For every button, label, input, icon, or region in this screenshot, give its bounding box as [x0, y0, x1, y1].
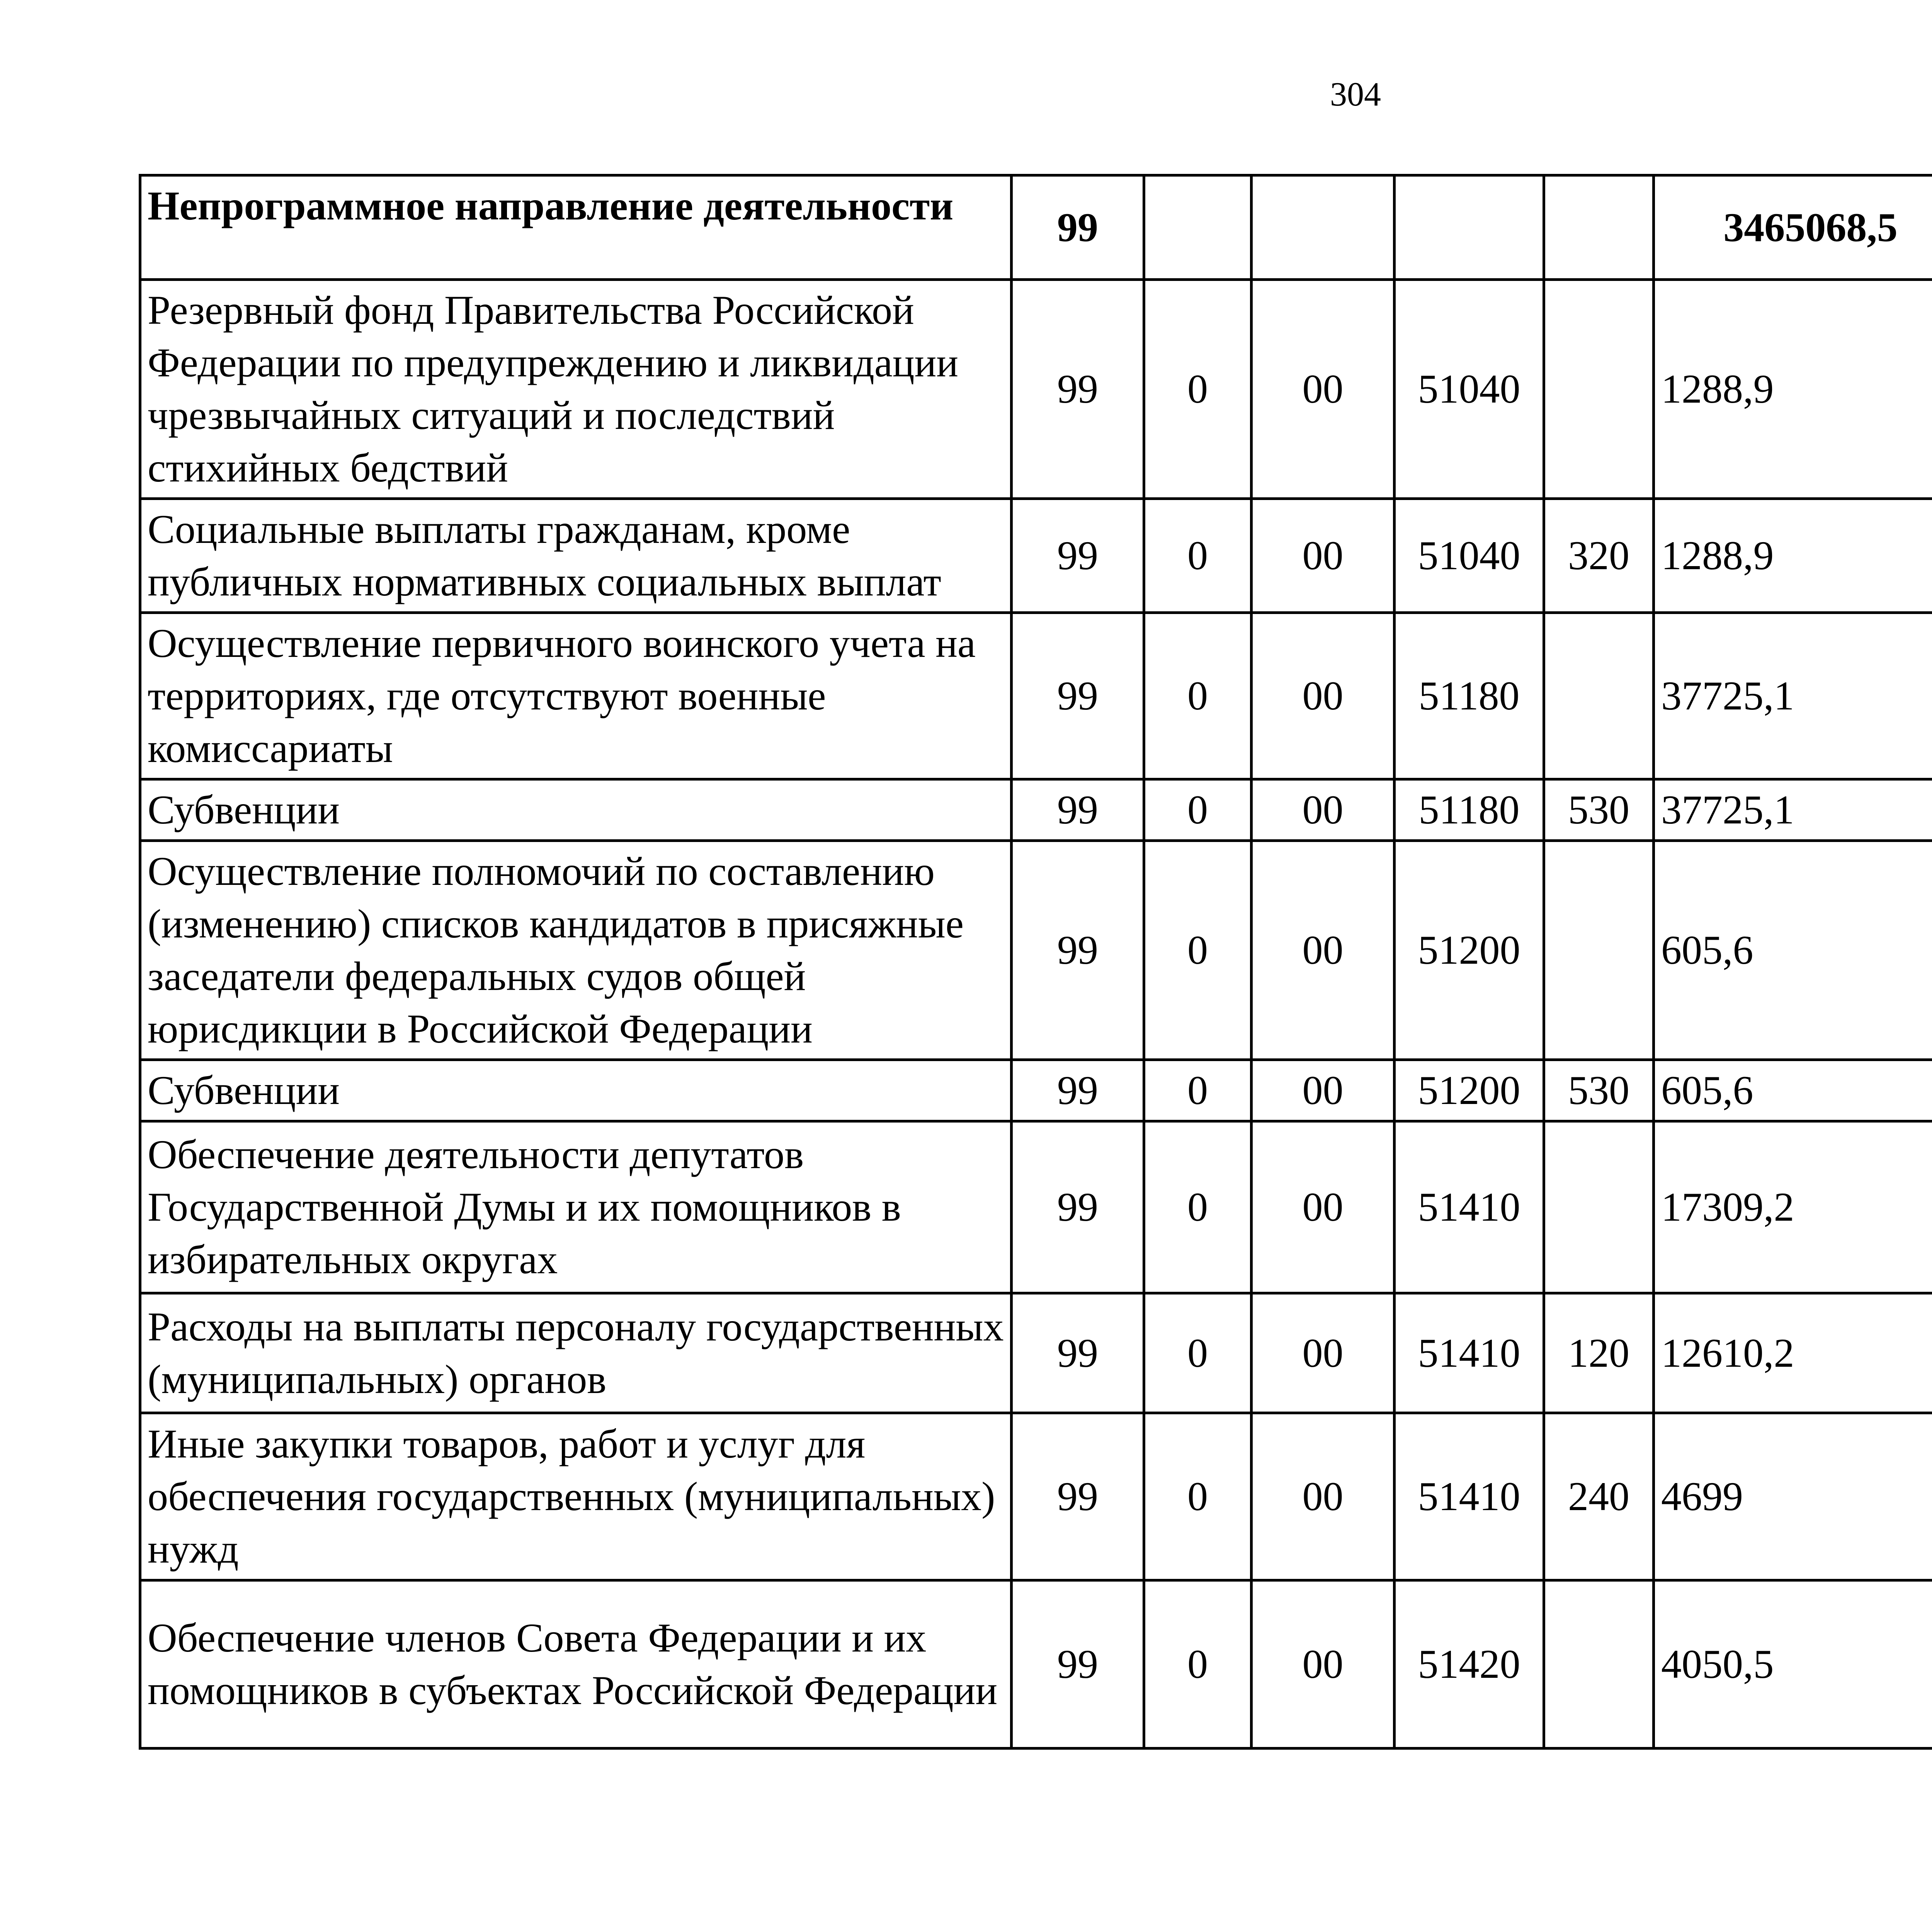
program-code: 99 — [1012, 499, 1144, 613]
expense-type-code: 120 — [1544, 1293, 1654, 1413]
expense-type-code — [1544, 1121, 1654, 1293]
subprogram-code: 0 — [1144, 1060, 1252, 1121]
amount-year-1: 37725,1 — [1654, 779, 1932, 841]
expense-type-code: 530 — [1544, 779, 1654, 841]
table-row — [140, 1580, 1932, 1749]
table-row — [140, 1121, 1932, 1293]
program-code: 99 — [1012, 1121, 1144, 1293]
program-code: 99 — [1012, 175, 1144, 280]
activity-code: 00 — [1252, 1413, 1395, 1580]
direction-code: 51410 — [1395, 1293, 1544, 1413]
budget-table — [139, 174, 1932, 1750]
program-code: 99 — [1012, 1413, 1144, 1580]
row-name: Осуществление первичного воинского учета на территориях, где отсутствуют военные комиссариаты — [140, 613, 1012, 779]
activity-code: 00 — [1252, 841, 1395, 1060]
amount-year-1: 4050,5 — [1654, 1580, 1932, 1749]
expense-type-code: 240 — [1544, 1413, 1654, 1580]
table-row — [140, 175, 1932, 280]
page-number: 304 — [1330, 76, 1381, 113]
expense-type-code — [1544, 841, 1654, 1060]
subprogram-code: 0 — [1144, 779, 1252, 841]
expense-type-code: 320 — [1544, 499, 1654, 613]
row-name: Обеспечение членов Совета Федерации и их помощников в субъектах Российской Федерации — [140, 1580, 1012, 1749]
activity-code — [1252, 175, 1395, 280]
table-row — [140, 1413, 1932, 1580]
row-name: Непрограммное направление деятельности — [140, 175, 1012, 280]
row-name: Резервный фонд Правительства Российской Федерации по предупреждению и ликвидации чрезвычайных ситуаций и последствий стихийных бедствий — [140, 280, 1012, 499]
row-name: Расходы на выплаты персоналу государственных (муниципальных) органов — [140, 1293, 1012, 1413]
activity-code: 00 — [1252, 499, 1395, 613]
direction-code: 51410 — [1395, 1413, 1544, 1580]
program-code: 99 — [1012, 1060, 1144, 1121]
expense-type-code — [1544, 175, 1654, 280]
program-code: 99 — [1012, 841, 1144, 1060]
program-code: 99 — [1012, 613, 1144, 779]
activity-code: 00 — [1252, 779, 1395, 841]
table-row — [140, 779, 1932, 841]
subprogram-code: 0 — [1144, 499, 1252, 613]
program-code: 99 — [1012, 779, 1144, 841]
direction-code: 51200 — [1395, 841, 1544, 1060]
direction-code: 51040 — [1395, 499, 1544, 613]
row-name: Социальные выплаты гражданам, кроме публичных нормативных социальных выплат — [140, 499, 1012, 613]
subprogram-code: 0 — [1144, 280, 1252, 499]
amount-year-1: 4699 — [1654, 1413, 1932, 1580]
amount-year-1: 605,6 — [1654, 1060, 1932, 1121]
program-code: 99 — [1012, 1580, 1144, 1749]
subprogram-code: 0 — [1144, 1413, 1252, 1580]
activity-code: 00 — [1252, 280, 1395, 499]
table-row — [140, 1293, 1932, 1413]
amount-year-1: 17309,2 — [1654, 1121, 1932, 1293]
subprogram-code: 0 — [1144, 1121, 1252, 1293]
direction-code: 51180 — [1395, 613, 1544, 779]
expense-type-code — [1544, 1580, 1654, 1749]
activity-code: 00 — [1252, 1580, 1395, 1749]
table-row — [140, 499, 1932, 613]
expense-type-code — [1544, 613, 1654, 779]
activity-code: 00 — [1252, 613, 1395, 779]
activity-code: 00 — [1252, 1060, 1395, 1121]
row-name: Субвенции — [140, 779, 1012, 841]
amount-year-1: 3465068,5 — [1654, 175, 1932, 280]
direction-code: 51200 — [1395, 1060, 1544, 1121]
activity-code: 00 — [1252, 1121, 1395, 1293]
expense-type-code: 530 — [1544, 1060, 1654, 1121]
amount-year-1: 12610,2 — [1654, 1293, 1932, 1413]
direction-code: 51420 — [1395, 1580, 1544, 1749]
row-name: Субвенции — [140, 1060, 1012, 1121]
subprogram-code: 0 — [1144, 613, 1252, 779]
row-name: Обеспечение деятельности депутатов Государственной Думы и их помощников в избирательных округах — [140, 1121, 1012, 1293]
subprogram-code: 0 — [1144, 841, 1252, 1060]
amount-year-1: 37725,1 — [1654, 613, 1932, 779]
amount-year-1: 1288,9 — [1654, 280, 1932, 499]
direction-code — [1395, 175, 1544, 280]
row-name: Иные закупки товаров, работ и услуг для обеспечения государственных (муниципальных) нужд — [140, 1413, 1012, 1580]
subprogram-code: 0 — [1144, 1580, 1252, 1749]
table-row — [140, 1060, 1932, 1121]
direction-code: 51180 — [1395, 779, 1544, 841]
program-code: 99 — [1012, 280, 1144, 499]
direction-code: 51410 — [1395, 1121, 1544, 1293]
activity-code: 00 — [1252, 1293, 1395, 1413]
program-code: 99 — [1012, 1293, 1144, 1413]
table-row — [140, 613, 1932, 779]
amount-year-1: 605,6 — [1654, 841, 1932, 1060]
subprogram-code — [1144, 175, 1252, 280]
table-row — [140, 280, 1932, 499]
direction-code: 51040 — [1395, 280, 1544, 499]
table-row — [140, 841, 1932, 1060]
expense-type-code — [1544, 280, 1654, 499]
subprogram-code: 0 — [1144, 1293, 1252, 1413]
amount-year-1: 1288,9 — [1654, 499, 1932, 613]
row-name: Осуществление полномочий по составлению (изменению) списков кандидатов в присяжные заседатели федеральных судов общей юрисдикции в Российской Федерации — [140, 841, 1012, 1060]
